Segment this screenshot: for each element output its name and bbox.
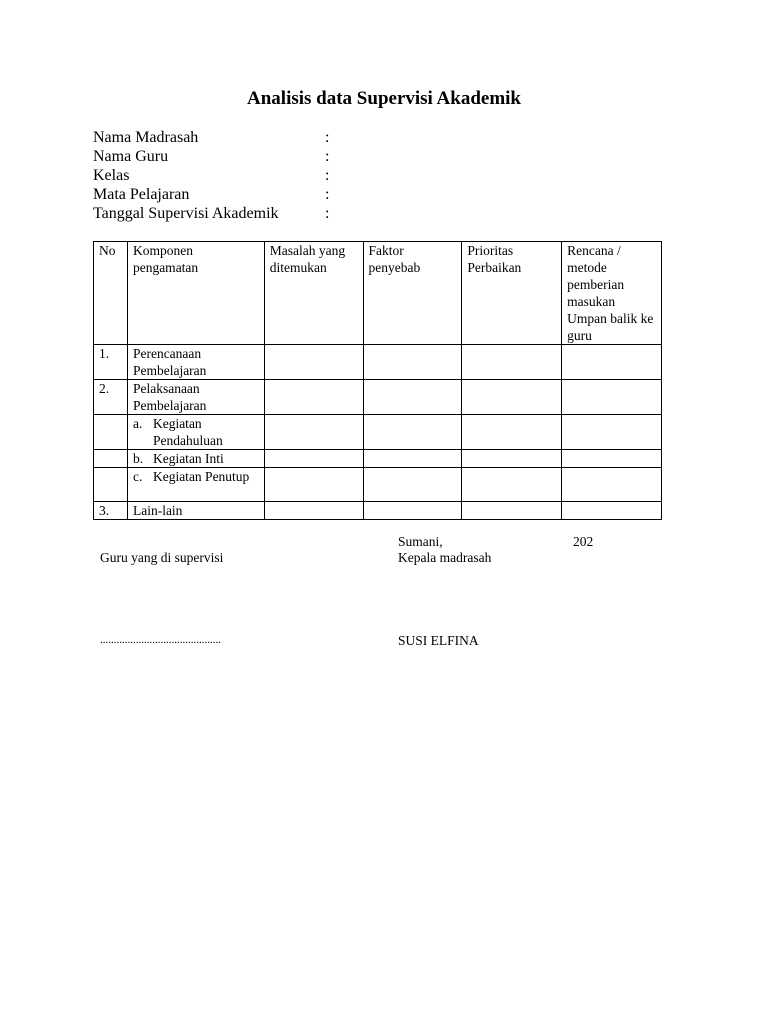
empty-cell — [462, 345, 562, 380]
empty-cell — [562, 468, 662, 502]
info-colon: : — [325, 167, 330, 184]
empty-cell — [462, 450, 562, 468]
empty-cell — [264, 468, 363, 502]
sub-marker: a. — [132, 416, 143, 431]
sub-marker: c. — [132, 469, 143, 484]
info-colon: : — [325, 205, 330, 222]
right-signer-role: Kepala madrasah — [398, 550, 492, 565]
sub-label: Kegiatan Inti — [152, 451, 224, 466]
table-row — [94, 468, 662, 502]
table-row — [94, 345, 662, 380]
empty-cell — [363, 415, 462, 450]
empty-cell — [462, 468, 562, 502]
empty-cell — [562, 380, 662, 415]
left-signer-role: Guru yang di supervisi — [100, 550, 224, 565]
table-row — [94, 380, 662, 415]
empty-cell — [562, 415, 662, 450]
row-no — [94, 415, 128, 450]
row-no: 1. — [94, 345, 128, 380]
header-prioritas: Prioritas Perbaikan — [462, 242, 562, 345]
table-row — [94, 415, 662, 450]
row-komponen — [127, 415, 264, 450]
row-no: 2. — [94, 380, 128, 415]
empty-cell — [363, 468, 462, 502]
row-komponen: Lain-lain — [127, 502, 264, 520]
row-komponen: Perencanaan Pembelajaran — [127, 345, 264, 380]
sub-label: Kegiatan Pendahuluan — [152, 416, 223, 448]
info-colon: : — [325, 186, 330, 203]
table-header-row — [94, 242, 662, 345]
info-label-kelas: Kelas — [93, 167, 130, 184]
right-signer-name: SUSI ELFINA — [398, 633, 479, 648]
empty-cell — [363, 502, 462, 520]
row-no: 3. — [94, 502, 128, 520]
info-colon: : — [325, 129, 330, 146]
empty-cell — [562, 450, 662, 468]
empty-cell — [363, 345, 462, 380]
sub-label: Kegiatan Penutup — [152, 469, 250, 484]
info-colon: : — [325, 148, 330, 165]
left-signer-name-line: ............................................ — [100, 634, 221, 646]
sub-marker: b. — [132, 451, 144, 466]
info-label-nama-guru: Nama Guru — [93, 148, 169, 165]
empty-cell — [562, 345, 662, 380]
empty-cell — [264, 502, 363, 520]
empty-cell — [462, 415, 562, 450]
header-komponen: Komponen pengamatan — [127, 242, 264, 345]
table-row — [94, 450, 662, 468]
empty-cell — [462, 380, 562, 415]
document-title: Analisis data Supervisi Akademik — [247, 88, 521, 109]
empty-cell — [363, 450, 462, 468]
header-rencana: Rencana / metode pemberian masukan Umpan balik ke guru — [562, 242, 662, 345]
row-no — [94, 468, 128, 502]
header-faktor: Faktor penyebab — [363, 242, 462, 345]
row-komponen: Pelaksanaan Pembelajaran — [127, 380, 264, 415]
row-no — [94, 450, 128, 468]
info-label-mata-pelajaran: Mata Pelajaran — [93, 186, 190, 203]
empty-cell — [462, 502, 562, 520]
empty-cell — [264, 380, 363, 415]
header-masalah: Masalah yang ditemukan — [264, 242, 363, 345]
signature-year: 202 — [573, 534, 594, 549]
row-komponen — [127, 450, 264, 468]
empty-cell — [562, 502, 662, 520]
analysis-table — [93, 241, 662, 520]
info-label-tanggal-supervisi: Tanggal Supervisi Akademik — [93, 205, 279, 222]
empty-cell — [264, 415, 363, 450]
row-komponen — [127, 468, 264, 502]
empty-cell — [363, 380, 462, 415]
info-label-nama-madrasah: Nama Madrasah — [93, 129, 199, 146]
table-row — [94, 502, 662, 520]
empty-cell — [264, 345, 363, 380]
signature-place: Sumani, — [398, 534, 443, 549]
empty-cell — [264, 450, 363, 468]
header-no: No — [94, 242, 128, 345]
